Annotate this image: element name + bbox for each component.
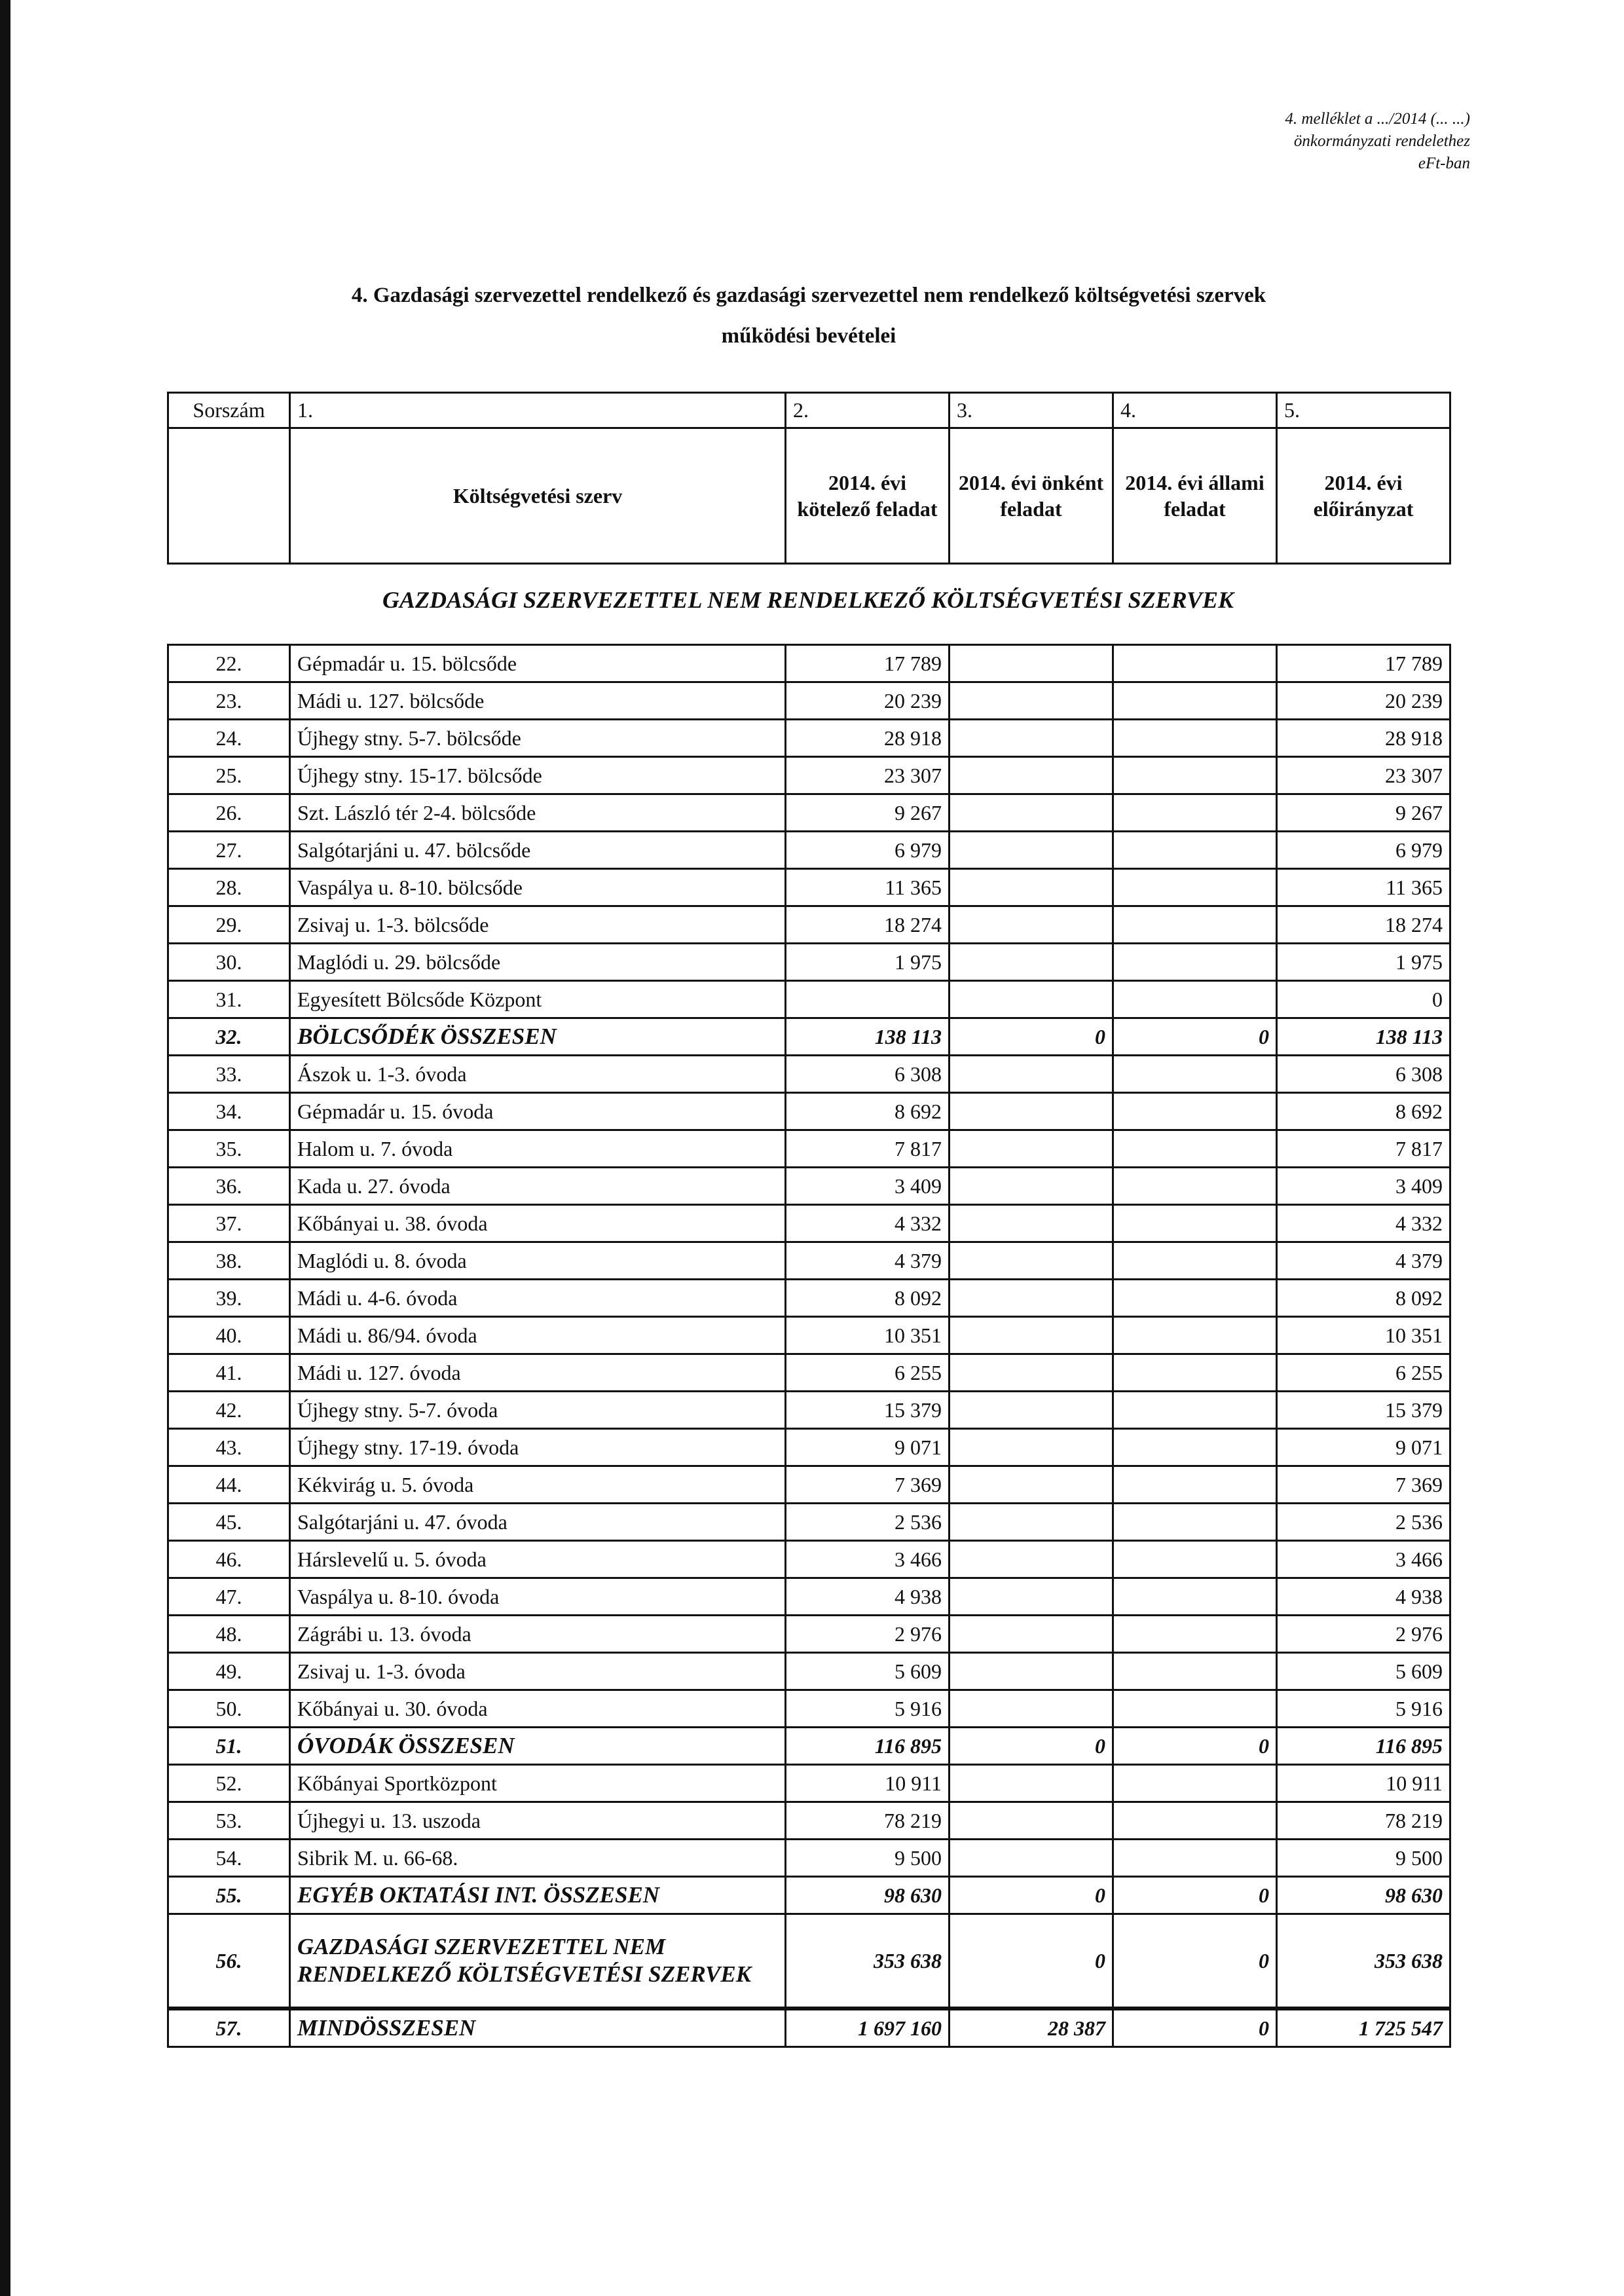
row-number: 27. xyxy=(168,832,290,869)
row-number: 37. xyxy=(168,1205,290,1242)
row-allami xyxy=(1113,944,1277,981)
table-row xyxy=(168,1840,1450,1877)
title-line-2: működési bevételei xyxy=(721,324,896,348)
row-number: 29. xyxy=(168,906,290,944)
section-heading: GAZDASÁGI SZERVEZETTEL NEM RENDELKEZŐ KÖLTSÉGVETÉSI SZERVEK xyxy=(382,587,1234,613)
table-total-row xyxy=(168,1728,1450,1765)
row-number: 40. xyxy=(168,1317,290,1354)
table-row xyxy=(168,981,1450,1018)
row-eloiranyzat: 2 976 xyxy=(1277,1616,1450,1653)
row-allami xyxy=(1113,1317,1277,1354)
sorszam-blank-cell xyxy=(168,428,290,564)
table-row xyxy=(168,906,1450,944)
row-eloiranyzat: 2 536 xyxy=(1277,1504,1450,1541)
row-allami xyxy=(1113,1466,1277,1504)
row-eloiranyzat: 6 308 xyxy=(1277,1056,1450,1093)
table-row xyxy=(168,1392,1450,1429)
row-eloiranyzat: 4 938 xyxy=(1277,1578,1450,1616)
row-kotelezo: 98 630 xyxy=(786,1877,950,1914)
row-allami xyxy=(1113,1130,1277,1168)
row-onkent xyxy=(950,832,1113,869)
row-kotelezo: 18 274 xyxy=(786,906,950,944)
row-onkent xyxy=(950,1653,1113,1690)
row-onkent: 0 xyxy=(950,1877,1113,1914)
row-name: Mádi u. 86/94. óvoda xyxy=(290,1317,786,1354)
row-allami: 0 xyxy=(1113,1914,1277,2009)
row-number: 41. xyxy=(168,1354,290,1392)
row-name: Vaspálya u. 8-10. óvoda xyxy=(290,1578,786,1616)
row-kotelezo: 116 895 xyxy=(786,1728,950,1765)
row-onkent xyxy=(950,1168,1113,1205)
row-allami xyxy=(1113,1653,1277,1690)
row-name: Újhegy stny. 5-7. bölcsőde xyxy=(290,720,786,757)
row-onkent xyxy=(950,1242,1113,1280)
row-onkent xyxy=(950,757,1113,794)
row-kotelezo: 9 500 xyxy=(786,1840,950,1877)
row-number: 51. xyxy=(168,1728,290,1765)
row-kotelezo: 5 916 xyxy=(786,1690,950,1728)
table-row xyxy=(168,1056,1450,1093)
row-number: 55. xyxy=(168,1877,290,1914)
row-name: Egyesített Bölcsőde Központ xyxy=(290,981,786,1018)
table-row xyxy=(168,1765,1450,1802)
row-onkent xyxy=(950,645,1113,682)
row-name: Újhegy stny. 15-17. bölcsőde xyxy=(290,757,786,794)
row-allami xyxy=(1113,1690,1277,1728)
table-row xyxy=(168,645,1450,682)
row-onkent xyxy=(950,944,1113,981)
row-kotelezo: 28 918 xyxy=(786,720,950,757)
row-name: Vaspálya u. 8-10. bölcsőde xyxy=(290,869,786,906)
row-onkent xyxy=(950,682,1113,720)
row-eloiranyzat: 78 219 xyxy=(1277,1802,1450,1840)
row-name: Gépmadár u. 15. bölcsőde xyxy=(290,645,786,682)
row-allami xyxy=(1113,1392,1277,1429)
row-allami xyxy=(1113,1840,1277,1877)
row-kotelezo: 4 332 xyxy=(786,1205,950,1242)
table-total-row xyxy=(168,1914,1450,2009)
row-name: Újhegyi u. 13. uszoda xyxy=(290,1802,786,1840)
row-kotelezo: 2 536 xyxy=(786,1504,950,1541)
row-number: 53. xyxy=(168,1802,290,1840)
row-eloiranyzat: 9 071 xyxy=(1277,1429,1450,1466)
table-row xyxy=(168,1168,1450,1205)
row-onkent xyxy=(950,1205,1113,1242)
table-row xyxy=(168,1093,1450,1130)
col-header-koltsegvetesi-szerv: Költségvetési szerv xyxy=(290,428,786,564)
table-row xyxy=(168,1466,1450,1504)
table-row xyxy=(168,720,1450,757)
table-row xyxy=(168,1130,1450,1168)
table-total-row xyxy=(168,2009,1450,2047)
title-line-1: 4. Gazdasági szervezettel rendelkező és gazdasági szervezettel nem rendelkező költségvetési szervek xyxy=(351,284,1266,307)
row-allami xyxy=(1113,1541,1277,1578)
row-allami: 0 xyxy=(1113,1018,1277,1056)
row-allami xyxy=(1113,1578,1277,1616)
row-kotelezo: 8 692 xyxy=(786,1093,950,1130)
row-name: Zágrábi u. 13. óvoda xyxy=(290,1616,786,1653)
row-name: Újhegy stny. 17-19. óvoda xyxy=(290,1429,786,1466)
row-allami xyxy=(1113,1616,1277,1653)
row-onkent xyxy=(950,869,1113,906)
row-eloiranyzat: 8 092 xyxy=(1277,1280,1450,1317)
col-number-3: 3. xyxy=(950,393,1113,428)
row-name: Zsivaj u. 1-3. óvoda xyxy=(290,1653,786,1690)
row-allami xyxy=(1113,1093,1277,1130)
row-number: 50. xyxy=(168,1690,290,1728)
row-number: 34. xyxy=(168,1093,290,1130)
row-allami xyxy=(1113,1056,1277,1093)
row-name: GAZDASÁGI SZERVEZETTEL NEM RENDELKEZŐ KÖLTSÉGVETÉSI SZERVEK xyxy=(290,1914,786,2009)
row-eloiranyzat: 10 911 xyxy=(1277,1765,1450,1802)
row-eloiranyzat: 5 916 xyxy=(1277,1690,1450,1728)
row-name: Kőbányai u. 38. óvoda xyxy=(290,1205,786,1242)
row-kotelezo: 6 308 xyxy=(786,1056,950,1093)
col-header-onkent: 2014. évi önként feladat xyxy=(950,428,1113,564)
row-kotelezo: 1 697 160 xyxy=(786,2009,950,2047)
table-row xyxy=(168,1205,1450,1242)
row-eloiranyzat: 5 609 xyxy=(1277,1653,1450,1690)
row-name: Kőbányai u. 30. óvoda xyxy=(290,1690,786,1728)
row-allami xyxy=(1113,757,1277,794)
row-allami xyxy=(1113,1242,1277,1280)
row-allami xyxy=(1113,682,1277,720)
row-name: Ászok u. 1-3. óvoda xyxy=(290,1056,786,1093)
row-onkent xyxy=(950,1578,1113,1616)
row-kotelezo: 6 979 xyxy=(786,832,950,869)
row-eloiranyzat: 28 918 xyxy=(1277,720,1450,757)
row-eloiranyzat: 7 817 xyxy=(1277,1130,1450,1168)
row-kotelezo: 15 379 xyxy=(786,1392,950,1429)
table-row xyxy=(168,1653,1450,1690)
row-allami xyxy=(1113,1205,1277,1242)
row-eloiranyzat: 6 979 xyxy=(1277,832,1450,869)
row-eloiranyzat: 20 239 xyxy=(1277,682,1450,720)
row-name: Sibrik M. u. 66-68. xyxy=(290,1840,786,1877)
row-kotelezo: 78 219 xyxy=(786,1802,950,1840)
row-eloiranyzat: 10 351 xyxy=(1277,1317,1450,1354)
table-row xyxy=(168,1317,1450,1354)
row-eloiranyzat: 353 638 xyxy=(1277,1914,1450,2009)
column-name-row xyxy=(168,428,1450,564)
currency-unit: eFt-ban xyxy=(1418,155,1470,172)
row-onkent xyxy=(950,720,1113,757)
row-eloiranyzat: 4 379 xyxy=(1277,1242,1450,1280)
row-name: ÓVODÁK ÖSSZESEN xyxy=(290,1728,786,1765)
row-allami xyxy=(1113,832,1277,869)
row-name: EGYÉB OKTATÁSI INT. ÖSSZESEN xyxy=(290,1877,786,1914)
row-eloiranyzat: 9 500 xyxy=(1277,1840,1450,1877)
row-kotelezo: 10 351 xyxy=(786,1317,950,1354)
table-row xyxy=(168,757,1450,794)
row-eloiranyzat: 11 365 xyxy=(1277,869,1450,906)
row-allami: 0 xyxy=(1113,2009,1277,2047)
row-name: Kékvirág u. 5. óvoda xyxy=(290,1466,786,1504)
row-name: Maglódi u. 29. bölcsőde xyxy=(290,944,786,981)
row-allami xyxy=(1113,981,1277,1018)
row-number: 46. xyxy=(168,1541,290,1578)
row-eloiranyzat: 0 xyxy=(1277,981,1450,1018)
col-header-allami: 2014. évi állami feladat xyxy=(1113,428,1277,564)
row-kotelezo: 4 938 xyxy=(786,1578,950,1616)
table-row xyxy=(168,1616,1450,1653)
row-kotelezo: 20 239 xyxy=(786,682,950,720)
table-row xyxy=(168,1354,1450,1392)
row-name: Salgótarjáni u. 47. bölcsőde xyxy=(290,832,786,869)
row-allami xyxy=(1113,1504,1277,1541)
row-number: 38. xyxy=(168,1242,290,1280)
row-number: 35. xyxy=(168,1130,290,1168)
scan-edge xyxy=(0,0,10,2296)
row-name: Salgótarjáni u. 47. óvoda xyxy=(290,1504,786,1541)
table-row xyxy=(168,1541,1450,1578)
col-number-2: 2. xyxy=(786,393,950,428)
column-number-row xyxy=(168,393,1450,428)
row-allami xyxy=(1113,1429,1277,1466)
row-kotelezo: 10 911 xyxy=(786,1765,950,1802)
row-allami xyxy=(1113,1802,1277,1840)
row-name: Kada u. 27. óvoda xyxy=(290,1168,786,1205)
table-row xyxy=(168,1802,1450,1840)
col-number-5: 5. xyxy=(1277,393,1450,428)
row-kotelezo: 8 092 xyxy=(786,1280,950,1317)
row-kotelezo: 3 466 xyxy=(786,1541,950,1578)
row-number: 45. xyxy=(168,1504,290,1541)
row-kotelezo: 138 113 xyxy=(786,1018,950,1056)
row-number: 31. xyxy=(168,981,290,1018)
row-onkent xyxy=(950,1840,1113,1877)
row-kotelezo: 11 365 xyxy=(786,869,950,906)
row-name: Mádi u. 127. bölcsőde xyxy=(290,682,786,720)
row-number: 33. xyxy=(168,1056,290,1093)
row-name: MINDÖSSZESEN xyxy=(290,2009,786,2047)
row-number: 23. xyxy=(168,682,290,720)
row-onkent xyxy=(950,1541,1113,1578)
row-number: 39. xyxy=(168,1280,290,1317)
row-name: Mádi u. 4-6. óvoda xyxy=(290,1280,786,1317)
row-eloiranyzat: 7 369 xyxy=(1277,1466,1450,1504)
row-name: Halom u. 7. óvoda xyxy=(290,1130,786,1168)
row-onkent xyxy=(950,1802,1113,1840)
document-reference xyxy=(1285,108,1470,175)
row-name: Szt. László tér 2-4. bölcsőde xyxy=(290,794,786,832)
row-name: Gépmadár u. 15. óvoda xyxy=(290,1093,786,1130)
col-header-eloiranyzat: 2014. évi előirányzat xyxy=(1277,428,1450,564)
row-kotelezo: 9 267 xyxy=(786,794,950,832)
row-allami xyxy=(1113,1168,1277,1205)
row-name: Maglódi u. 8. óvoda xyxy=(290,1242,786,1280)
col-number-1: 1. xyxy=(290,393,786,428)
row-name: Hárslevelű u. 5. óvoda xyxy=(290,1541,786,1578)
table-row xyxy=(168,832,1450,869)
row-onkent xyxy=(950,1466,1113,1504)
column-header-table xyxy=(167,392,1451,565)
row-kotelezo: 2 976 xyxy=(786,1616,950,1653)
table-row xyxy=(168,1429,1450,1466)
table-total-row xyxy=(168,1018,1450,1056)
row-kotelezo: 23 307 xyxy=(786,757,950,794)
table-row xyxy=(168,944,1450,981)
table-row xyxy=(168,1280,1450,1317)
row-number: 57. xyxy=(168,2009,290,2047)
row-number: 26. xyxy=(168,794,290,832)
row-eloiranyzat: 3 409 xyxy=(1277,1168,1450,1205)
row-allami xyxy=(1113,645,1277,682)
reference-line-1: 4. melléklet a .../2014 (... ...) xyxy=(1285,110,1470,128)
row-number: 43. xyxy=(168,1429,290,1466)
table-row xyxy=(168,1578,1450,1616)
table-row xyxy=(168,682,1450,720)
row-onkent xyxy=(950,1056,1113,1093)
row-eloiranyzat: 1 975 xyxy=(1277,944,1450,981)
row-number: 32. xyxy=(168,1018,290,1056)
row-eloiranyzat: 9 267 xyxy=(1277,794,1450,832)
row-kotelezo: 6 255 xyxy=(786,1354,950,1392)
row-eloiranyzat: 15 379 xyxy=(1277,1392,1450,1429)
row-onkent xyxy=(950,1616,1113,1653)
row-onkent xyxy=(950,981,1113,1018)
row-onkent xyxy=(950,1429,1113,1466)
row-allami xyxy=(1113,869,1277,906)
table-total-row xyxy=(168,1877,1450,1914)
row-number: 48. xyxy=(168,1616,290,1653)
row-kotelezo: 4 379 xyxy=(786,1242,950,1280)
row-kotelezo: 17 789 xyxy=(786,645,950,682)
row-onkent: 0 xyxy=(950,1018,1113,1056)
row-name: Újhegy stny. 5-7. óvoda xyxy=(290,1392,786,1429)
table-row xyxy=(168,869,1450,906)
row-eloiranyzat: 8 692 xyxy=(1277,1093,1450,1130)
row-onkent xyxy=(950,1765,1113,1802)
row-allami xyxy=(1113,720,1277,757)
row-number: 47. xyxy=(168,1578,290,1616)
row-name: Zsivaj u. 1-3. bölcsőde xyxy=(290,906,786,944)
row-name: BÖLCSŐDÉK ÖSSZESEN xyxy=(290,1018,786,1056)
row-onkent xyxy=(950,794,1113,832)
row-onkent xyxy=(950,906,1113,944)
row-eloiranyzat: 4 332 xyxy=(1277,1205,1450,1242)
row-allami xyxy=(1113,794,1277,832)
row-onkent xyxy=(950,1093,1113,1130)
row-number: 30. xyxy=(168,944,290,981)
row-allami xyxy=(1113,906,1277,944)
row-number: 24. xyxy=(168,720,290,757)
row-onkent xyxy=(950,1130,1113,1168)
data-table-body xyxy=(168,645,1450,2047)
row-eloiranyzat: 138 113 xyxy=(1277,1018,1450,1056)
row-eloiranyzat: 116 895 xyxy=(1277,1728,1450,1765)
row-onkent: 0 xyxy=(950,1914,1113,2009)
row-number: 44. xyxy=(168,1466,290,1504)
row-number: 54. xyxy=(168,1840,290,1877)
row-number: 42. xyxy=(168,1392,290,1429)
row-number: 22. xyxy=(168,645,290,682)
table-row xyxy=(168,1690,1450,1728)
row-number: 56. xyxy=(168,1914,290,2009)
row-onkent xyxy=(950,1690,1113,1728)
row-eloiranyzat: 98 630 xyxy=(1277,1877,1450,1914)
table-row xyxy=(168,1242,1450,1280)
row-number: 36. xyxy=(168,1168,290,1205)
row-number: 28. xyxy=(168,869,290,906)
col-number-4: 4. xyxy=(1113,393,1277,428)
row-allami xyxy=(1113,1354,1277,1392)
row-allami: 0 xyxy=(1113,1728,1277,1765)
sorszam-header: Sorszám xyxy=(168,393,290,428)
row-eloiranyzat: 1 725 547 xyxy=(1277,2009,1450,2047)
row-name: Kőbányai Sportközpont xyxy=(290,1765,786,1802)
row-onkent xyxy=(950,1354,1113,1392)
row-eloiranyzat: 6 255 xyxy=(1277,1354,1450,1392)
row-kotelezo: 7 817 xyxy=(786,1130,950,1168)
reference-line-2: önkormányzati rendelethez xyxy=(1293,132,1470,150)
row-onkent xyxy=(950,1317,1113,1354)
row-number: 52. xyxy=(168,1765,290,1802)
row-allami xyxy=(1113,1280,1277,1317)
row-onkent xyxy=(950,1280,1113,1317)
row-onkent xyxy=(950,1504,1113,1541)
row-eloiranyzat: 3 466 xyxy=(1277,1541,1450,1578)
document-title xyxy=(167,275,1450,356)
row-kotelezo: 5 609 xyxy=(786,1653,950,1690)
row-kotelezo: 353 638 xyxy=(786,1914,950,2009)
row-onkent: 0 xyxy=(950,1728,1113,1765)
row-kotelezo: 1 975 xyxy=(786,944,950,981)
row-kotelezo xyxy=(786,981,950,1018)
row-eloiranyzat: 17 789 xyxy=(1277,645,1450,682)
row-allami xyxy=(1113,1765,1277,1802)
row-eloiranyzat: 23 307 xyxy=(1277,757,1450,794)
row-kotelezo: 3 409 xyxy=(786,1168,950,1205)
row-allami: 0 xyxy=(1113,1877,1277,1914)
data-table xyxy=(167,644,1451,2048)
table-row xyxy=(168,1504,1450,1541)
row-onkent xyxy=(950,1392,1113,1429)
row-name: Mádi u. 127. óvoda xyxy=(290,1354,786,1392)
row-eloiranyzat: 18 274 xyxy=(1277,906,1450,944)
row-kotelezo: 9 071 xyxy=(786,1429,950,1466)
row-onkent: 28 387 xyxy=(950,2009,1113,2047)
row-number: 49. xyxy=(168,1653,290,1690)
row-kotelezo: 7 369 xyxy=(786,1466,950,1504)
row-number: 25. xyxy=(168,757,290,794)
table-row xyxy=(168,794,1450,832)
col-header-kotelezo: 2014. évi kötelező feladat xyxy=(786,428,950,564)
